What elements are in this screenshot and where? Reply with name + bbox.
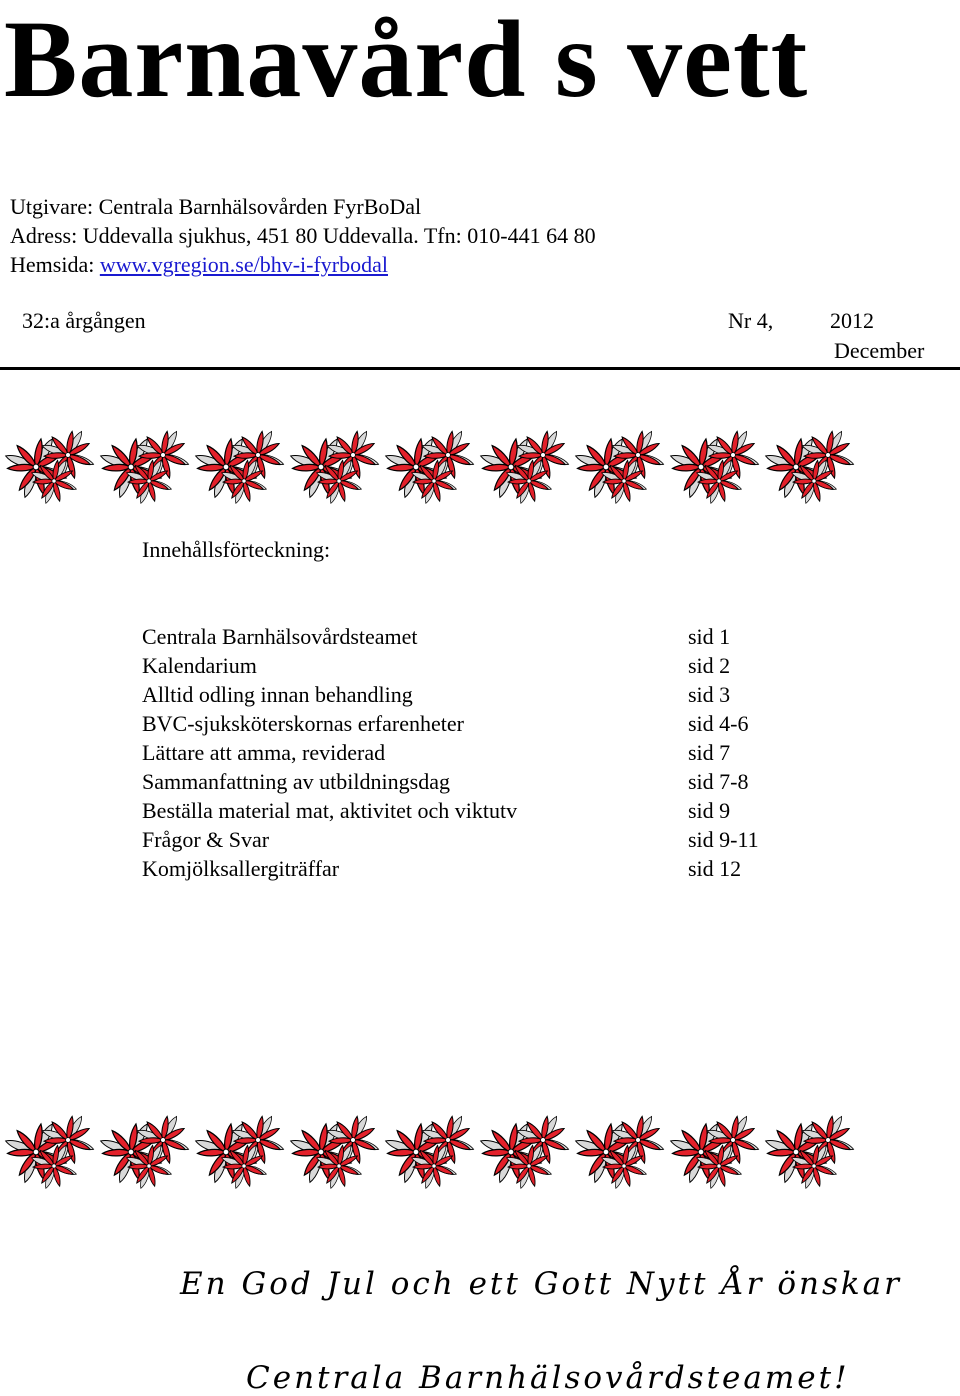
issue-info [0,308,960,370]
toc-item [142,680,842,709]
toc-item [142,651,842,680]
issue-volume: 32:a årgången [22,308,146,333]
toc-item [142,854,842,883]
toc-item-page: sid 7-8 [688,769,749,794]
greeting-line-2: Centrala Barnhälsovårdsteamet! [246,1360,850,1396]
poinsettia-border-top [0,425,960,507]
toc-item-page: sid 3 [688,682,731,707]
header-rule [0,367,960,370]
homepage-label: Hemsida: [10,252,100,277]
toc-item [142,738,842,767]
toc-item-title: Beställa material mat, aktivitet och viktutv [142,798,518,823]
toc-item-page: sid 7 [688,740,731,765]
address-line: Adress: Uddevalla sjukhus, 451 80 Uddevalla. Tfn: 010-441 64 80 [10,223,596,248]
toc-heading: Innehållsförteckning: [142,537,331,562]
toc-item-title: BVC-sjuksköterskornas erfarenheter [142,711,464,736]
homepage-line [10,250,596,279]
toc-item [142,767,842,796]
toc-item [142,709,842,738]
toc-item-title: Alltid odling innan behandling [142,682,413,707]
poinsettia-row-top [0,425,960,507]
toc-item-page: sid 9-11 [688,827,759,852]
toc-item-page: sid 9 [688,798,731,823]
toc-item [142,622,842,651]
toc-item-page: sid 2 [688,653,731,678]
issue-number: Nr 4, [728,308,774,333]
toc-item-title: Kalendarium [142,653,257,678]
toc-item-page: sid 1 [688,624,731,649]
greeting-line-1: En God Jul och ett Gott Nytt År önskar [180,1266,902,1302]
table-of-contents [142,622,842,883]
publisher-line: Utgivare: Centrala Barnhälsovården FyrBoDal [10,194,422,219]
toc-item-page: sid 4-6 [688,711,749,736]
poinsettia-row-bottom [0,1110,960,1192]
poinsettia-border-bottom [0,1110,960,1192]
toc-item [142,796,842,825]
toc-item-title: Lättare att amma, reviderad [142,740,386,765]
issue-year: 2012 [830,308,874,333]
toc-item-title: Centrala Barnhälsovårdsteamet [142,624,418,649]
toc-item [142,825,842,854]
toc-item-title: Frågor & Svar [142,827,270,852]
publisher-info [10,192,596,279]
toc-item-page: sid 12 [688,856,742,881]
newsletter-title: Barnavård s vett [4,0,809,120]
issue-month: December [834,338,925,363]
homepage-link[interactable]: www.vgregion.se/bhv-i-fyrbodal [99,252,388,277]
toc-item-title: Sammanfattning av utbildningsdag [142,769,450,794]
toc-item-title: Komjölksallergiträffar [142,856,340,881]
